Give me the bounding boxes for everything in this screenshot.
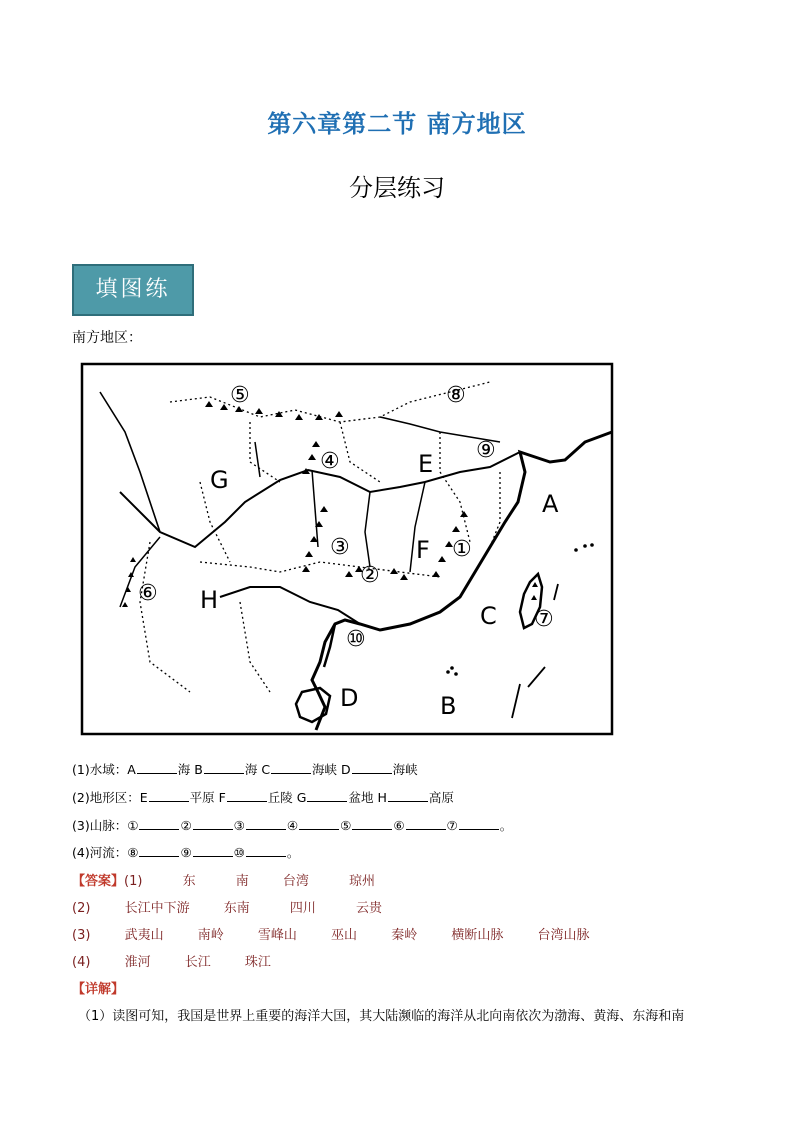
map-label-G: G: [210, 466, 229, 494]
map-label-n7: ⑦: [534, 607, 554, 632]
answer-row-4: (4) 淮河 长江 珠江: [72, 955, 271, 970]
map-label-F: F: [416, 536, 430, 564]
map-label-n6: ⑥: [138, 581, 158, 606]
map-label-n4: ④: [320, 449, 340, 474]
blank-field[interactable]: [307, 789, 347, 802]
south-china-map: [80, 362, 614, 736]
answer-row-1: 【答案】(1) 东 南 台湾 琼州: [72, 874, 376, 889]
map-label-B: B: [440, 692, 457, 720]
section-heading-box: 填图练: [72, 264, 194, 316]
answer-row-3: (3) 武夷山 南岭 雪峰山 巫山 秦岭 横断山脉 台湾山脉: [72, 928, 590, 943]
map-label-n5: ⑤: [230, 383, 250, 408]
blank-field[interactable]: [139, 817, 179, 830]
blank-field[interactable]: [204, 761, 244, 774]
question-1: (1)水域：A 海 B 海 C 海峡 D 海峡: [72, 762, 418, 777]
blank-field[interactable]: [299, 817, 339, 830]
map-intro-label: 南方地区：: [72, 330, 142, 346]
map-label-n9: ⑨: [476, 438, 496, 463]
map-label-H: H: [200, 586, 219, 614]
question-2: (2)地形区：E 平原 F 丘陵 G 盆地 H 高原: [72, 790, 454, 805]
answer-tag: 【答案】: [72, 874, 125, 889]
blank-field[interactable]: [193, 844, 233, 857]
blank-field[interactable]: [271, 761, 311, 774]
map-label-n1: ①: [452, 537, 472, 562]
question-3: (3)山脉：① ② ③ ④ ⑤ ⑥ ⑦ 。: [72, 818, 513, 833]
page-title: 第六章第二节 南方地区: [267, 110, 527, 138]
blank-field[interactable]: [193, 817, 233, 830]
blank-field[interactable]: [352, 817, 392, 830]
map-label-E: E: [418, 450, 434, 478]
blank-field[interactable]: [406, 817, 446, 830]
map-label-D: D: [340, 684, 359, 712]
answer-row-2: (2) 长江中下游 东南 四川 云贵: [72, 901, 383, 916]
blank-field[interactable]: [459, 817, 499, 830]
blank-field[interactable]: [137, 761, 177, 774]
blank-field[interactable]: [149, 789, 189, 802]
blank-field[interactable]: [246, 817, 286, 830]
map-label-n2: ②: [360, 563, 380, 588]
question-4: (4)河流：⑧ ⑨ ⑩ 。: [72, 845, 300, 860]
blank-field[interactable]: [246, 844, 286, 857]
map-label-n10: ⑩: [346, 627, 366, 652]
map-label-n3: ③: [330, 535, 350, 560]
page-subtitle: 分层练习: [349, 174, 445, 202]
detail-tag: 【详解】: [72, 982, 125, 997]
blank-field[interactable]: [388, 789, 428, 802]
blank-field[interactable]: [227, 789, 267, 802]
blank-field[interactable]: [139, 844, 179, 857]
detail-text: （1）读图可知，我国是世界上重要的海洋大国，其大陆濒临的海洋从北向南依次为渤海、黄海、东海和南: [78, 1009, 685, 1024]
map-label-C: C: [480, 602, 497, 630]
map-label-A: A: [542, 490, 559, 518]
map-label-n8: ⑧: [446, 383, 466, 408]
blank-field[interactable]: [352, 761, 392, 774]
